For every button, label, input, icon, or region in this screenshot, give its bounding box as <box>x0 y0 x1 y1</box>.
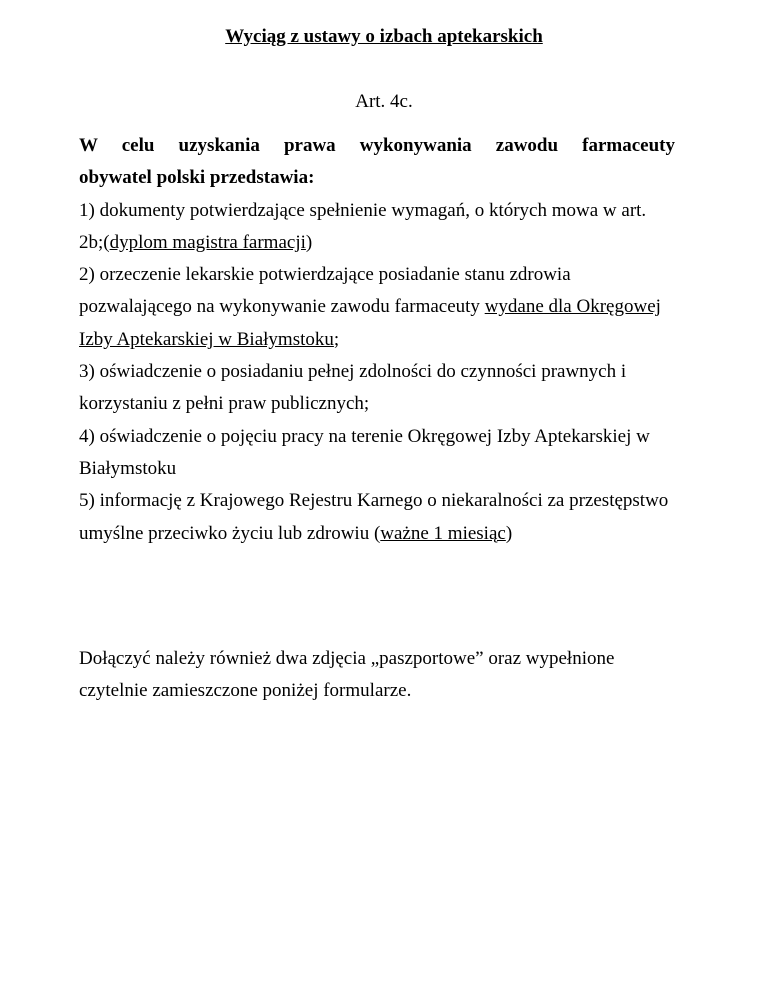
article-body <box>79 130 675 550</box>
list-item-1-underlined: dyplom magistra farmacji <box>109 231 306 253</box>
list-item-2-underlined: wydane dla Okręgowej Izby Aptekarskiej w Białymstoku <box>79 296 661 350</box>
lead-line-1: W celu uzyskania prawa wykonywania zawodu farmaceuty <box>79 135 675 156</box>
closing-note: Dołączyć należy również dwa zdjęcia „paszportowe” oraz wypełnione czytelnie zamieszczone poniżej formularze. <box>79 648 615 702</box>
list-item-5-underlined: ważne 1 miesiąc <box>380 522 506 544</box>
list-item-2 <box>79 259 675 356</box>
list-item-1-text: 1) dokumenty potwierdzające spełnienie wymagań, o których mowa w art. 2b;( <box>79 199 647 253</box>
list-item-1 <box>79 195 675 260</box>
list-item-4 <box>79 421 675 486</box>
document-title: Wyciąg z ustawy o izbach aptekarskich <box>225 26 543 47</box>
lead-line-2: obywatel polski przedstawia: <box>79 167 315 189</box>
lead-paragraph <box>79 130 675 195</box>
list-item-3 <box>79 356 675 421</box>
list-item-5-end: ) <box>505 522 513 544</box>
list-item-3-text: 3) oświadczenie o posiadaniu pełnej zdolności do czynności prawnych i korzystaniu z pełni praw publicznych; <box>79 361 627 415</box>
list-item-5 <box>79 485 675 550</box>
list-item-2-end: ; <box>333 328 340 350</box>
article-number: Art. 4c. <box>355 91 413 112</box>
list-item-2-text: 2) orzeczenie lekarskie potwierdzające posiadanie stanu zdrowia pozwalającego na wykonywanie zawodu farmaceuty <box>79 264 571 318</box>
list-item-4-text: 4) oświadczenie o pojęciu pracy na terenie Okręgowej Izby Aptekarskiej w Białymstoku <box>79 425 650 479</box>
list-item-1-end: ) <box>305 231 313 253</box>
list-item-5-text: 5) informację z Krajowego Rejestru Karnego o niekaralności za przestępstwo umyślne przeciwko życiu lub zdrowiu ( <box>79 490 669 544</box>
